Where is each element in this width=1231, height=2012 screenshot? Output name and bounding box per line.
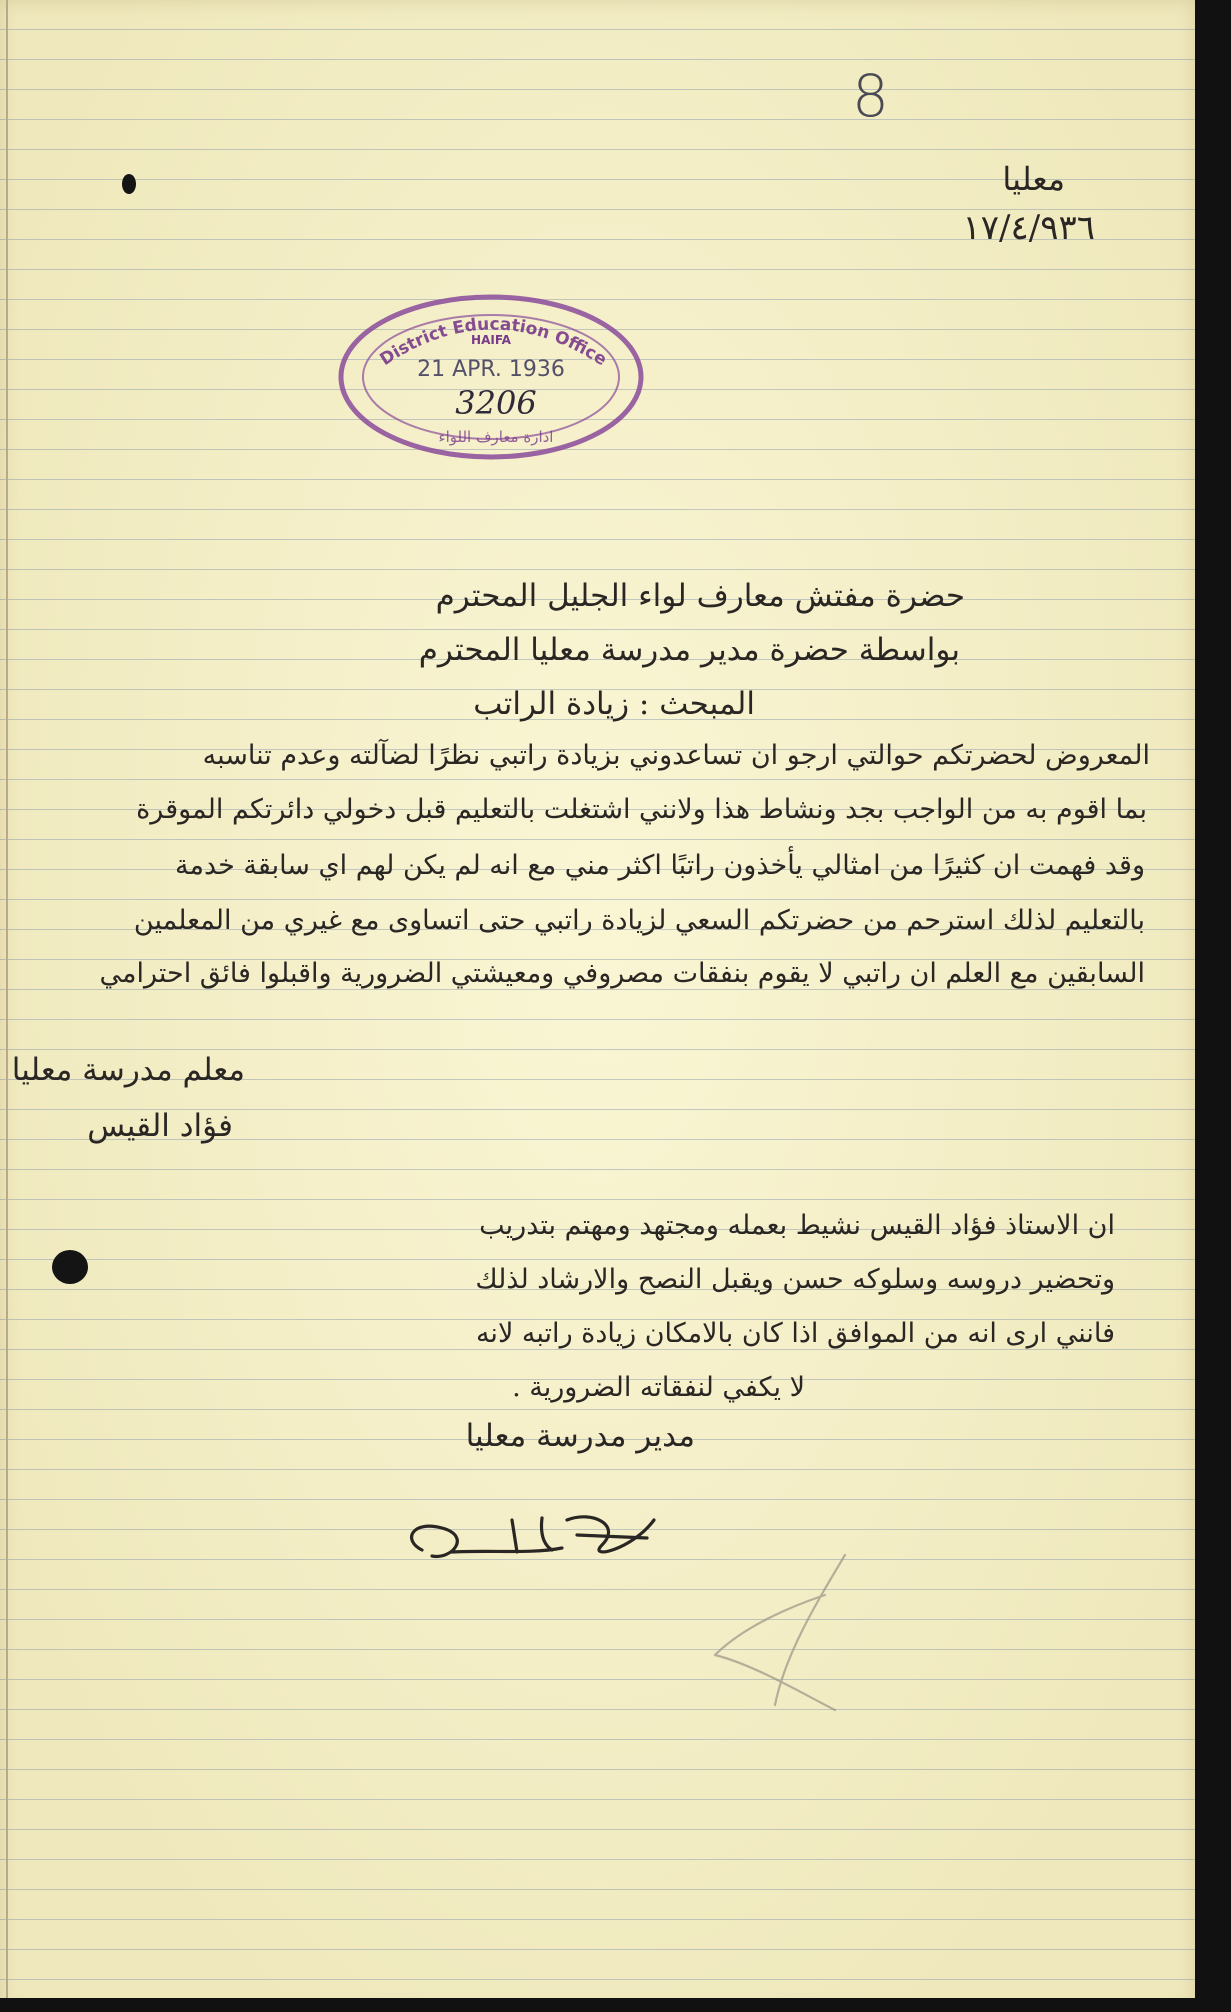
via-line: بواسطة حضرة مدير مدرسة معليا المحترم	[418, 632, 960, 668]
teacher-name: فؤاد القيس	[87, 1108, 233, 1144]
stamp-city: HAIFA	[471, 333, 511, 347]
body-line: السابقين مع العلم ان راتبي لا يقوم بنفقات مصروفي ومعيشتي الضرورية واقبلوا فائق احترامي	[99, 958, 1145, 989]
endorser-title: مدير مدرسة معليا	[465, 1418, 695, 1454]
subject-line: المبحث : زيادة الراتب	[473, 686, 755, 722]
body-line: المعروض لحضرتكم حوالتي ارجو ان تساعدوني بزيادة راتبي نظرًا لضآلته وعدم تناسبه	[202, 740, 1150, 771]
punch-hole-top	[122, 174, 136, 194]
letter-date: ١٧/٤/٩٣٦	[962, 208, 1095, 248]
teacher-title: معلم مدرسة معليا	[11, 1052, 245, 1088]
principal-signature	[392, 1490, 672, 1580]
scan-frame-edge	[1195, 0, 1231, 2012]
body-line: بما اقوم به من الواجب بجد ونشاط هذا ولانني اشتغلت بالتعليم قبل دخولي دائرتكم الموقرة	[136, 794, 1147, 825]
punch-hole-middle	[52, 1250, 88, 1284]
page-number: 8	[852, 62, 889, 130]
received-stamp	[336, 292, 646, 462]
stamp-number: 3206	[455, 384, 537, 422]
addressee-line: حضرة مفتش معارف لواء الجليل المحترم	[435, 578, 965, 614]
stamp-date: 21 APR. 1936	[417, 357, 565, 382]
endorsement-line: فانني ارى انه من الموافق اذا كان بالامكان زيادة راتبه لانه	[475, 1318, 1115, 1349]
endorsement-line: لا يكفي لنفقاته الضرورية .	[512, 1372, 805, 1403]
stamp-arabic-text: ادارة معارف اللواء	[438, 428, 554, 446]
endorsement-line: وتحضير دروسه وسلوكه حسن ويقبل النصح والارشاد لذلك	[475, 1264, 1115, 1295]
place-name: معليا	[1002, 160, 1065, 198]
endorsement-line: ان الاستاذ فؤاد القيس نشيط بعمله ومجتهد ومهتم بتدريب	[479, 1210, 1115, 1241]
margin-line	[6, 0, 8, 2012]
stamp-office: District Education Office	[376, 314, 611, 371]
body-line: وقد فهمت ان كثيرًا من امثالي يأخذون راتبًا اكثر مني مع انه لم يكن لهم اي سابقة خدمة	[175, 850, 1145, 881]
body-line: بالتعليم لذلك استرحم من حضرتكم السعي لزيادة راتبي حتى اتساوى مع غيري من المعلمين	[133, 905, 1145, 936]
scan-frame-bottom	[0, 1998, 1231, 2012]
pencil-cross-mark	[705, 1545, 865, 1715]
